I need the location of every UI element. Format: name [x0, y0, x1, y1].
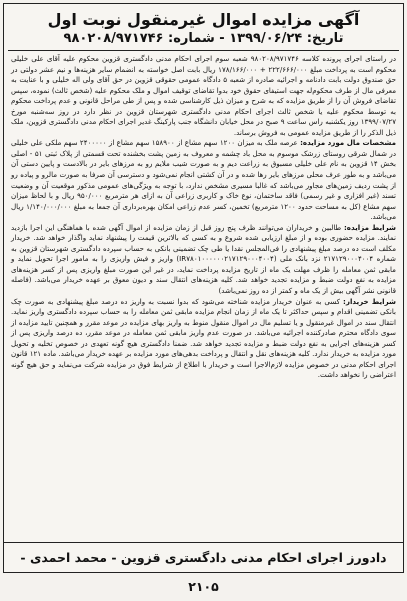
signature-footer: دادورز اجرای احکام مدنی دادگستری قزوین - محمد احمدی - ۲۱۰۵	[4, 542, 403, 572]
notice-title: آگهی مزایده اموال غیرمنقول نوبت اول	[47, 10, 360, 29]
buyer-paragraph	[11, 297, 396, 381]
buyer-text: کسی به عنوان خریدار مزایده شناخته می‌شود که بدوا نسبت به واریز ده درصد مبلغ پیشنهادی به صورت چک بانکی تضمینی اقدام و سپس حداکثر تا یک ماه از زمان انجام مزایده مابقی ثمن معامله را به حساب سپرده دادگستری واریز نماید. انتقال سند در اموال غیرمنقول و یا تسلیم مال در اموال منقول منوط به واریز بهای مزایده در موعد مقرر و همچنین تایید مزایده از سوی دادگاه محترم صادرکننده اجرائیه می‌باشد. در صورت عدم واریز مابقی ثمن معامله در موعد مقرر، ده درصد واریزی پس از کسر هزینه‌های اجرایی به نفع دولت ضبط و مزایده تجدید خواهد شد. ضمنا دادگستری هیچ گونه تعهدی در خصوص تخلیه و تحویل مورد مزایده به خریدار ندارد. کلیه هزینه‌های نقل و انتقال و پرداخت بدهی‌های مورد مزایده بر عهده خریدار می‌باشد. ماده ۱۲۱ قانون اجرای احکام مدنی در خصوص مزایده لازم‌الاجرا است و خریدار با اطلاع از شرایط فوق در مزایده شرکت می‌نماید و حق هیچ گونه اعتراضی را نخواهد داشت.	[11, 296, 397, 380]
specs-paragraph	[11, 138, 396, 222]
number-label: شماره:	[168, 31, 215, 46]
specs-label: مشخصات مال مورد مزایده:	[300, 138, 397, 148]
specs-text: عرصه ملک به میزان ۱۲۰۰ سهم مشاع از ۱۵۸۹۰۰ سهم مشاع از ۲۴۰۰۰۰۰ سهم ملکی علی خلیلی در شمال شرقی روستای زرشک موسوم به محل باد چشمه و معروف به زمین پشت بخشنده تحت قسمتی از پلاک ثبتی ۵۱ - اصلی بخش ۱۴ قزوین به نام علی خلیلی مسبوق به زراعت دیم و به صورت شیب ملایم رو به مرزهای بایر در بالادست و پایین دستی آن می‌باشد و به طور عرف محلی مرزهای بایر رها شده و در آن کشتی انجام نمی‌شود و دسترسی آن صرفا به صورت مالرو و پیاده رو از پشت ردیف زمین‌های مجاور می‌باشد که غالبا مسیری مشخص ندارد، با توجه به ویژگی‌های عمومی مذکور موقعیت آن و وضعیت تسند (غیر افزاری و غیر رسمی) فاقد ساختمان، نوع خاک و کاربری زراعی آن به ازای هر مترمربع ۹۵۰/۰۰۰ ریال و با لحاظ میزان سهم مشاع (کل به مساحت حدود ۱۲۰۰ مترمربع) تخمین، کسر عدم زراعی امکان بهره‌برداری آن جمعا به مبلغ ۱/۱۴۰/۰۰۰/۰۰۰ ریال می‌باشد.	[11, 138, 397, 222]
notice-number: ۹۸۰۲۰۸/۹۷۱۷۴۶	[63, 31, 164, 46]
conditions-text: طالبین و خریداران می‌توانند ظرف پنج روز قبل از زمان مزایده از اموال آگهی شده با هماهنگی این اجرا بازدید نمایند. مزایده حضوری بوده و از مبلغ ارزیابی شده شروع و به کسی که بالاترین قیمت را پیشنهاد نماید واگذار خواهد شد. خریدار مکلف است ده درصد مبلغ پیشنهادی را فی‌المجلس نقدا یا طی چک تضمینی بانکی به حساب سپرده دادگستری شهرستان قزوین به شماره ۲۱۷۱۲۹۰۰۰۴۰۰۴ نزد بانک ملی (IR۷۸۰۱۰۰۰۰۰۰۲۱۷۱۲۹۰۰۰۴۰۰۴) واریز و فیش واریزی را به مامور اجرا تحویل نماید و مابقی ثمن معامله را ظرف مهلت یک ماه از تاریخ مزایده پرداخت نماید، در غیر این صورت مبلغ واریزی پس از کسر هزینه‌های مزایده به نفع دولت ضبط و مزایده تجدید خواهد شد. کلیه هزینه‌های انتقال سند و دیون معوق بر عهده خریدار می‌باشد. (فاصله قانونی نشر آگهی بیش از یک ماه و کمتر از ده روز نمی‌باشد)	[11, 222, 396, 296]
notice-page	[3, 3, 404, 594]
buyer-label: شرایط خریدار:	[343, 296, 396, 306]
notice-meta-line: تاریخ: ۱۳۹۹/۰۶/۲۴ - شماره: ۹۸۰۲۰۸/۹۷۱۷۴۶	[63, 31, 344, 46]
intro-paragraph: در راستای اجرای پرونده کلاسه ۹۸۰۲۰۸/۹۷۱۷۴۶ شعبه سوم اجرای احکام مدنی دادگستری قزوین محکوم علیه آقای علی خلیلی محکوم است به پرداخت مبلغ ۲۲۲/۶۶۶/۰۰۰ + ۱۷۸/۱۶۶/۰۰۰ ریال بابت اصل خواسته به انضمام سایر هزینه‌ها و نیم عشر دولتی در حق صندوق دولت بابت دادنامه و اجرائیه صادره از شعبه ۵ دادگاه عمومی حقوقی قزوین در حق آقای ولی اله خلیلی و با عنایت به معرفی مال از طرف محکوم‌له جهت استیفای حقوق خود بدوا تقاضای توقیف اموال و ملک محکوم علیه (شخص ثالث) نموده، سپس تقاضای فروش آن را از طریق مزایده که به شرح و میزان ذیل کارشناسی شده و پس از طی مراحل قانونی و عدم پرداخت محکوم به توسط محکوم علیه یا شخص ثالث اجرای احکام مدنی دادگستری شهرستان قزوین در نظر دارد در روز سه‌شنبه مورخ ۱۳۹۹/۰۷/۲۷ روز یکشنبه راس ساعت ۹ صبح در محل خیابان دانشگاه جنب پارکینگ غدیر اجرای احکام مدنی دادگستری قزوین، ملک ذیل الذکر را از طریق مزایده عمومی به فروش برساند.	[11, 54, 397, 137]
notice-date: ۱۳۹۹/۰۶/۲۴	[229, 31, 303, 46]
conditions-label: شرایط مزایده:	[343, 222, 396, 232]
notice-body	[4, 51, 403, 381]
conditions-paragraph	[11, 223, 396, 297]
date-label: تاریخ:	[306, 31, 344, 46]
